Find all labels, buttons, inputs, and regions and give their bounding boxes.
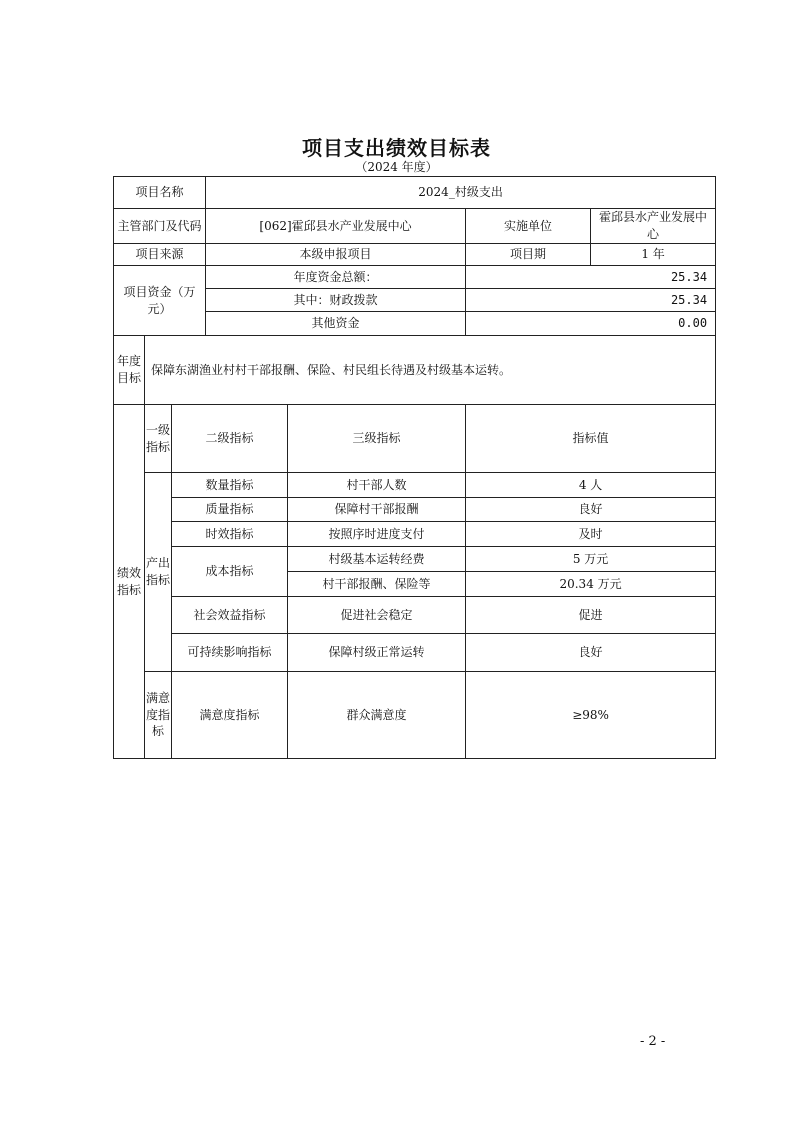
indicator-name: 促进社会稳定	[288, 597, 466, 634]
indicator-name: 村级基本运转经费	[288, 547, 466, 572]
header-level2: 二级指标	[172, 405, 288, 473]
table-row	[114, 597, 716, 634]
page-title: 项目支出绩效目标表	[302, 136, 491, 160]
implementing-unit-label: 实施单位	[466, 209, 591, 244]
indicator-name: 保障村级正常运转	[288, 634, 466, 672]
source-label: 项目来源	[114, 244, 206, 266]
table-row	[114, 498, 716, 522]
sustainability-indicator: 可持续影响指标	[172, 634, 288, 672]
department-value: [062]霍邱县水产业发展中心	[206, 209, 466, 244]
satisfaction-level2: 满意度指标	[172, 672, 288, 759]
period-label: 项目期	[466, 244, 591, 266]
department-label: 主管部门及代码	[114, 209, 206, 244]
table-row	[114, 522, 716, 547]
indicator-value: 良好	[466, 634, 716, 672]
performance-target-table	[113, 176, 716, 759]
funds-other-value: 0.00	[466, 312, 716, 336]
perf-label: 绩效指标	[114, 405, 145, 759]
row-perf-header	[114, 405, 716, 473]
source-value: 本级申报项目	[206, 244, 466, 266]
table-row	[114, 634, 716, 672]
implementing-unit-value: 霍邱县水产业发展中心	[591, 209, 716, 244]
indicator-name: 村干部报酬、保险等	[288, 572, 466, 597]
funds-other-label: 其他资金	[206, 312, 466, 336]
project-name-value: 2024_村级支出	[206, 177, 716, 209]
social-benefit-indicator: 社会效益指标	[172, 597, 288, 634]
indicator-name: 群众满意度	[288, 672, 466, 759]
project-name-label: 项目名称	[114, 177, 206, 209]
annual-goal-text: 保障东湖渔业村村干部报酬、保险、村民组长待遇及村级基本运转。	[145, 336, 716, 405]
row-source	[114, 244, 716, 266]
indicator-value: 20.34 万元	[466, 572, 716, 597]
row-annual-goal	[114, 336, 716, 405]
indicator-value: ≥98%	[466, 672, 716, 759]
funds-fiscal-value: 25.34	[466, 289, 716, 312]
header-value: 指标值	[466, 405, 716, 473]
quantity-indicator: 数量指标	[172, 473, 288, 498]
indicator-value: 促进	[466, 597, 716, 634]
header-level3: 三级指标	[288, 405, 466, 473]
funds-label: 项目资金（万元）	[114, 266, 206, 336]
row-funds-total	[114, 266, 716, 289]
cost-indicator: 成本指标	[172, 547, 288, 597]
page-subtitle: （2024 年度）	[355, 160, 438, 174]
indicator-value: 5 万元	[466, 547, 716, 572]
table-row	[114, 672, 716, 759]
row-department	[114, 209, 716, 244]
indicator-name: 保障村干部报酬	[288, 498, 466, 522]
indicator-value: 良好	[466, 498, 716, 522]
indicator-value: 4 人	[466, 473, 716, 498]
funds-total-value: 25.34	[466, 266, 716, 289]
funds-fiscal-label: 其中：财政拨款	[206, 289, 466, 312]
indicator-name: 按照序时进度支付	[288, 522, 466, 547]
indicator-name: 村干部人数	[288, 473, 466, 498]
satisfaction-level1: 满意度指标	[145, 672, 172, 759]
timeliness-indicator: 时效指标	[172, 522, 288, 547]
table-row	[114, 473, 716, 498]
funds-total-label: 年度资金总额：	[206, 266, 466, 289]
annual-goal-label: 年度目标	[114, 336, 145, 405]
page-number: - 2 -	[640, 1034, 666, 1049]
table-row	[114, 547, 716, 572]
period-value: 1 年	[591, 244, 716, 266]
indicator-value: 及时	[466, 522, 716, 547]
header-level1: 一级指标	[145, 405, 172, 473]
output-indicator-label: 产出指标	[145, 473, 172, 672]
row-project-name	[114, 177, 716, 209]
quality-indicator: 质量指标	[172, 498, 288, 522]
